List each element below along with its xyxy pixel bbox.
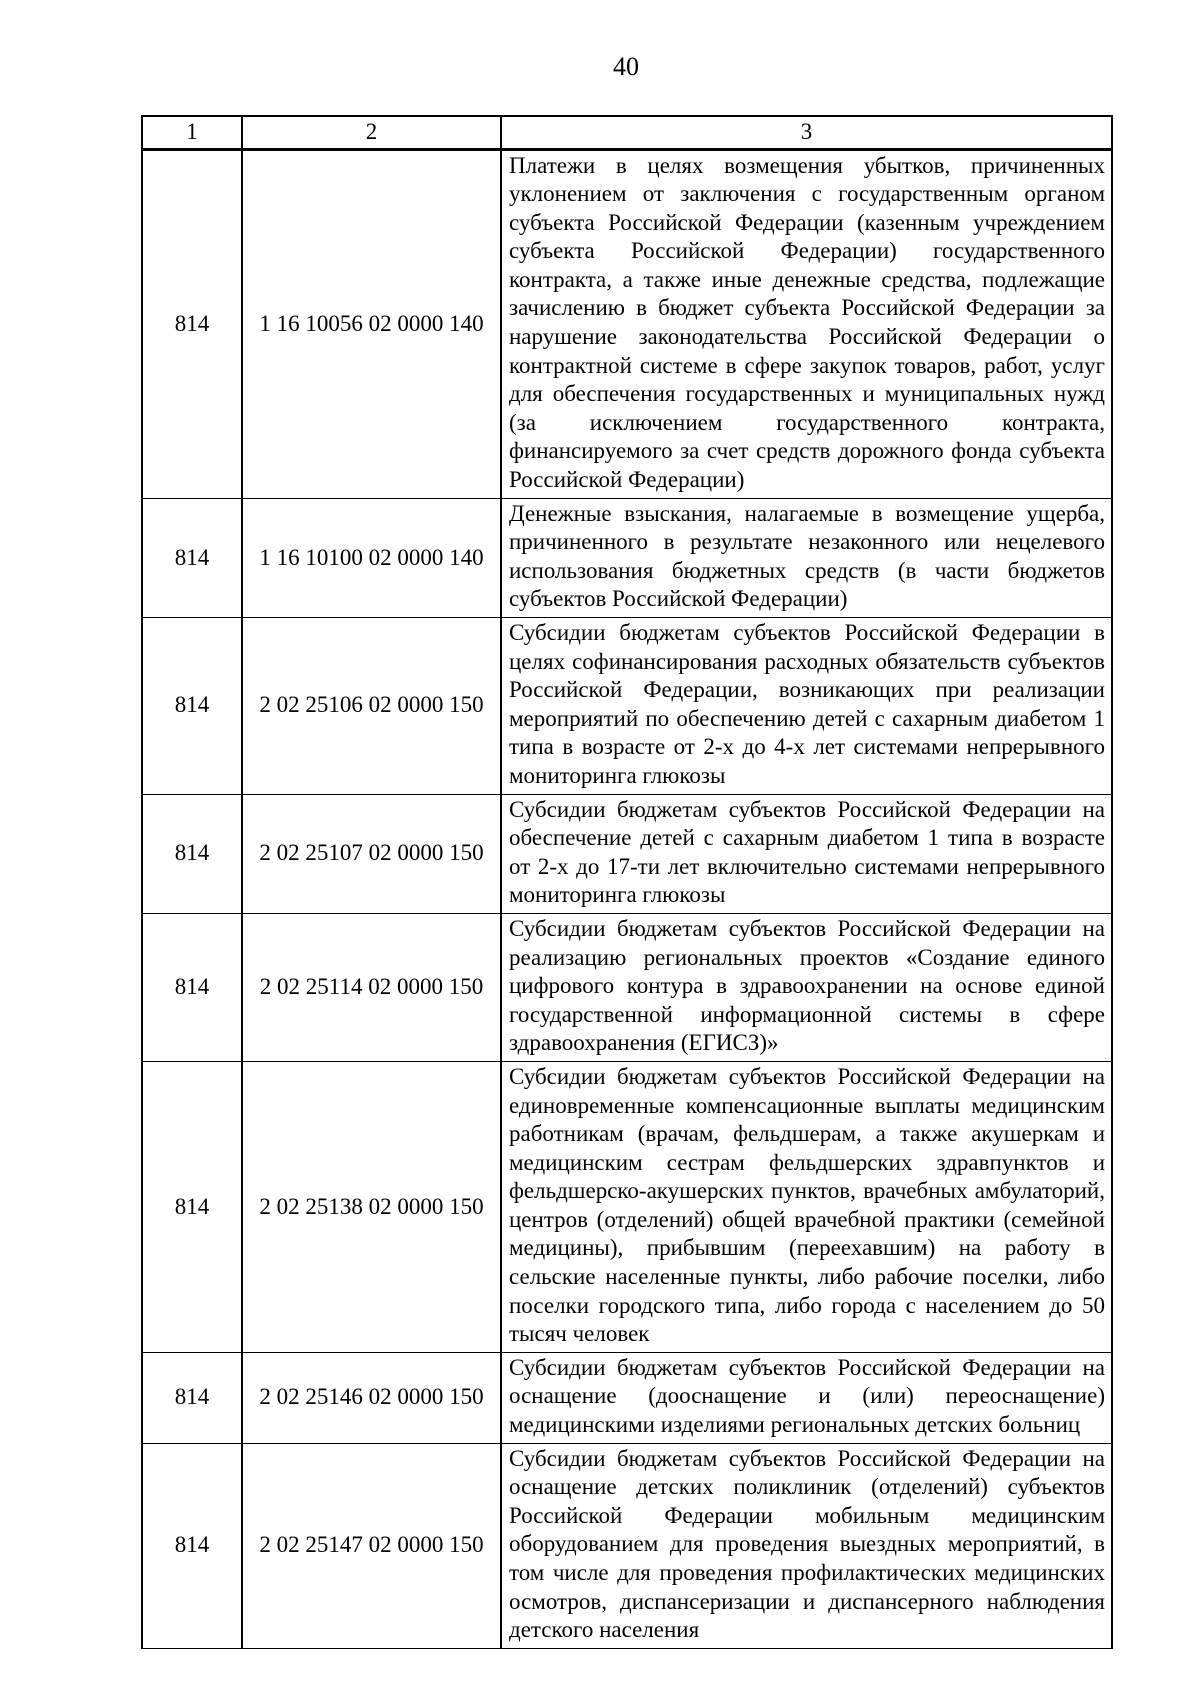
description-cell: Субсидии бюджетам субъектов Российской Федерации в целях софинансирования расходных обязательств субъектов Российской Федерации, возникающих при реализации мероприятий по обеспечению детей с сахарным диабетом 1 типа в возрасте от 2-х до 4-х лет системами непрерывного мониторинга глюкозы <box>501 618 1112 795</box>
admin-code-cell: 814 <box>142 498 242 617</box>
table-row <box>142 1352 1112 1443</box>
description-cell: Субсидии бюджетам субъектов Российской Федерации на реализацию региональных проектов «Создание единого цифрового контура в здравоохранении на основе единой государственной информационной системы в сфере здравоохранения (ЕГИСЗ)» <box>501 913 1112 1061</box>
table-header <box>142 116 1112 149</box>
budget-code-cell: 2 02 25106 02 0000 150 <box>242 618 501 795</box>
table-row <box>142 913 1112 1061</box>
admin-code-cell: 814 <box>142 149 242 498</box>
admin-code-cell: 814 <box>142 1352 242 1443</box>
table-body <box>142 149 1112 1648</box>
description-cell: Субсидии бюджетам субъектов Российской Федерации на оснащение (дооснащение и (или) переоснащение) медицинскими изделиями региональных детских больниц <box>501 1352 1112 1443</box>
description-cell: Денежные взыскания, налагаемые в возмещение ущерба, причиненного в результате незаконного или нецелевого использования бюджетных средств (в части бюджетов субъектов Российской Федерации) <box>501 498 1112 617</box>
header-col-2: 2 <box>242 116 501 149</box>
header-col-3: 3 <box>501 116 1112 149</box>
admin-code-cell: 814 <box>142 794 242 913</box>
table-row <box>142 1443 1112 1648</box>
budget-code-cell: 1 16 10056 02 0000 140 <box>242 149 501 498</box>
table-row <box>142 498 1112 617</box>
table-header-row <box>142 116 1112 149</box>
admin-code-cell: 814 <box>142 1061 242 1352</box>
description-cell: Субсидии бюджетам субъектов Российской Федерации на единовременные компенсационные выплаты медицинским работникам (врачам, фельдшерам, а также акушеркам и медицинским сестрам фельдшерских здравпунктов и фельдшерско-акушерских пунктов, врачебных амбулаторий, центров (отделений) общей врачебной практики (семейной медицины), прибывшим (переехавшим) на работу в сельские населенные пункты, либо рабочие поселки, либо поселки городского типа, либо города с населением до 50 тысяч человек <box>501 1061 1112 1352</box>
budget-code-cell: 1 16 10100 02 0000 140 <box>242 498 501 617</box>
description-cell: Платежи в целях возмещения убытков, причиненных уклонением от заключения с государственным органом субъекта Российской Федерации (казенным учреждением субъекта Российской Федерации) государственного контракта, а также иные денежные средства, подлежащие зачислению в бюджет субъекта Российской Федерации за нарушение законодательства Российской Федерации о контрактной системе в сфере закупок товаров, работ, услуг для обеспечения государственных и муниципальных нужд (за исключением государственного контракта, финансируемого за счет средств дорожного фонда субъекта Российской Федерации) <box>501 149 1112 498</box>
budget-codes-table <box>141 115 1113 1649</box>
budget-code-cell: 2 02 25147 02 0000 150 <box>242 1443 501 1648</box>
admin-code-cell: 814 <box>142 618 242 795</box>
admin-code-cell: 814 <box>142 1443 242 1648</box>
table-row <box>142 794 1112 913</box>
budget-code-cell: 2 02 25146 02 0000 150 <box>242 1352 501 1443</box>
admin-code-cell: 814 <box>142 913 242 1061</box>
description-cell: Субсидии бюджетам субъектов Российской Федерации на оснащение детских поликлиник (отделений) субъектов Российской Федерации мобильным медицинским оборудованием для проведения выездных мероприятий, в том числе для проведения профилактических медицинских осмотров, диспансеризации и диспансерного наблюдения детского населения <box>501 1443 1112 1648</box>
description-cell: Субсидии бюджетам субъектов Российской Федерации на обеспечение детей с сахарным диабетом 1 типа в возрасте от 2-х до 17-ти лет включительно системами непрерывного мониторинга глюкозы <box>501 794 1112 913</box>
budget-code-cell: 2 02 25138 02 0000 150 <box>242 1061 501 1352</box>
budget-code-cell: 2 02 25107 02 0000 150 <box>242 794 501 913</box>
header-col-1: 1 <box>142 116 242 149</box>
table-row <box>142 1061 1112 1352</box>
table-row <box>142 149 1112 498</box>
page-number: 40 <box>613 52 639 81</box>
table-row <box>142 618 1112 795</box>
budget-code-cell: 2 02 25114 02 0000 150 <box>242 913 501 1061</box>
